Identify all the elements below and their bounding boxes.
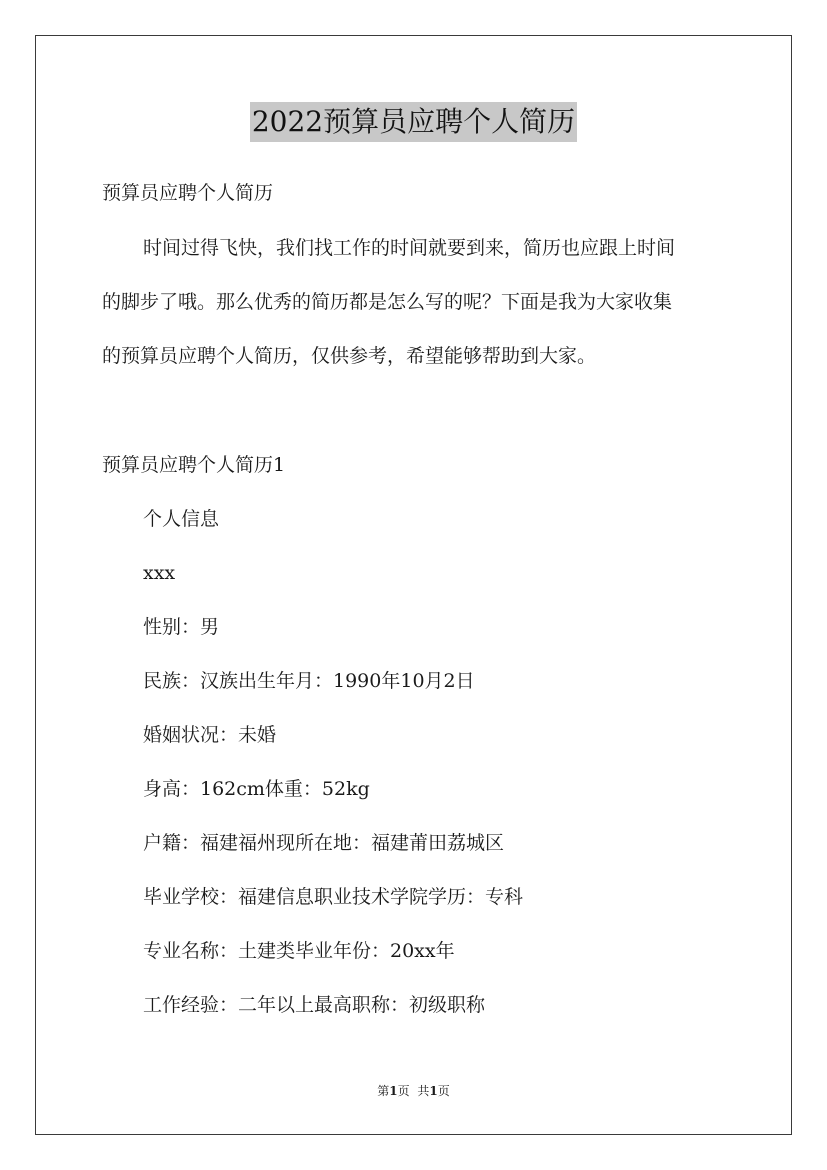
- page-number: 1: [389, 1084, 398, 1098]
- section-heading: 预算员应聘个人简历1: [102, 454, 286, 476]
- info-line-major: 专业名称：土建类毕业年份：20xx年: [143, 940, 455, 962]
- page-suffix: 页: [397, 1084, 410, 1098]
- intro-line: 的脚步了哦。那么优秀的简历都是怎么写的呢？下面是我为大家收集: [102, 291, 673, 313]
- title-container: [0, 102, 827, 142]
- document-title: 2022预算员应聘个人简历: [250, 102, 577, 142]
- info-line-marital: 婚姻状况：未婚: [143, 724, 277, 746]
- info-line-gender: 性别：男: [143, 616, 220, 638]
- total-prefix: 共: [417, 1084, 430, 1098]
- intro-line: 时间过得飞快，我们找工作的时间就要到来，简历也应跟上时间: [143, 237, 676, 259]
- document-subtitle: 预算员应聘个人简历: [102, 182, 274, 204]
- info-line-residence: 户籍：福建福州现所在地：福建莆田荔城区: [143, 832, 505, 854]
- section-subheading: 个人信息: [143, 508, 220, 530]
- page-footer: [0, 1083, 827, 1099]
- info-line-height-weight: 身高：162cm体重：52kg: [143, 778, 370, 800]
- info-line-experience: 工作经验：二年以上最高职称：初级职称: [143, 994, 486, 1016]
- intro-line: 的预算员应聘个人简历，仅供参考，希望能够帮助到大家。: [102, 345, 597, 367]
- info-line-ethnicity-birth: 民族：汉族出生年月：1990年10月2日: [143, 670, 475, 692]
- total-pages: 1: [429, 1084, 438, 1098]
- total-suffix: 页: [437, 1084, 450, 1098]
- info-line-school: 毕业学校：福建信息职业技术学院学历：专科: [143, 886, 524, 908]
- page-prefix: 第: [377, 1084, 390, 1098]
- info-line-name: xxx: [143, 562, 176, 584]
- intro-paragraph: [102, 236, 728, 398]
